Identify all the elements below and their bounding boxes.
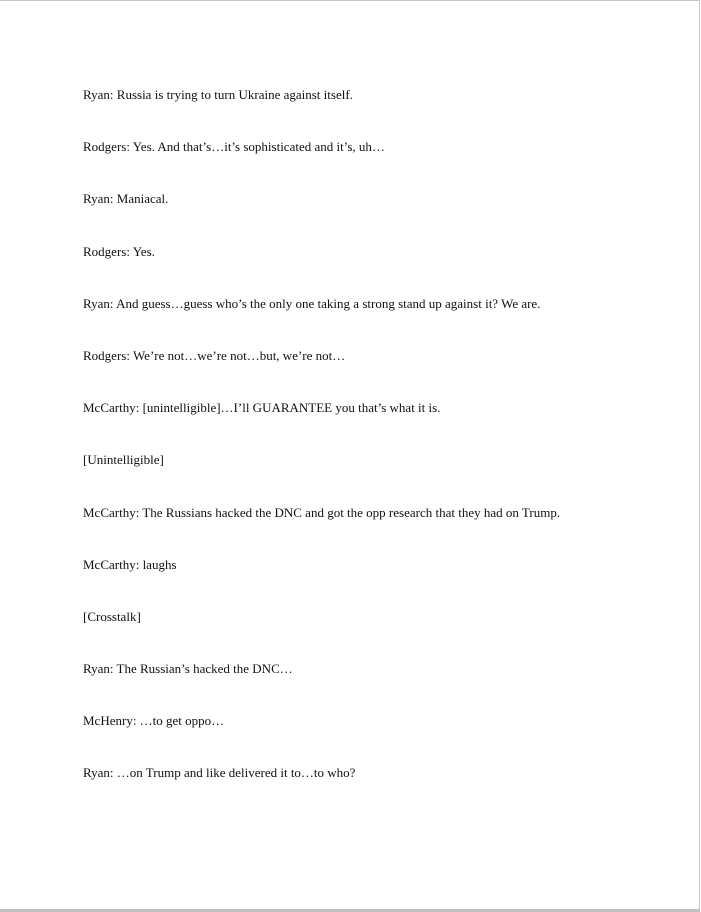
transcript-line: Ryan: …on Trump and like delivered it to…to who? xyxy=(83,765,356,781)
transcript-line: [Unintelligible] xyxy=(83,452,164,468)
transcript-line: McHenry: …to get oppo… xyxy=(83,713,225,729)
transcript-line: McCarthy: The Russians hacked the DNC and got the opp research that they had on Trump. xyxy=(83,504,561,520)
transcript-line: Rodgers: We’re not…we’re not…but, we’re not… xyxy=(83,347,346,363)
transcript xyxy=(83,86,663,817)
transcript-line: [Crosstalk] xyxy=(83,608,141,624)
transcript-line: McCarthy: [unintelligible]…I’ll GUARANTEE you that’s what it is. xyxy=(83,400,441,416)
transcript-line: Ryan: And guess…guess who’s the only one taking a strong stand up against it? We are. xyxy=(83,295,541,311)
transcript-line: McCarthy: laughs xyxy=(83,556,177,572)
transcript-line: Rodgers: Yes. xyxy=(83,243,155,259)
transcript-line: Ryan: Maniacal. xyxy=(83,191,169,207)
transcript-line: Ryan: Russia is trying to turn Ukraine against itself. xyxy=(83,87,353,102)
transcript-line: Ryan: The Russian’s hacked the DNC… xyxy=(83,661,293,677)
transcript-line: Rodgers: Yes. And that’s…it’s sophisticated and it’s, uh… xyxy=(83,139,385,155)
